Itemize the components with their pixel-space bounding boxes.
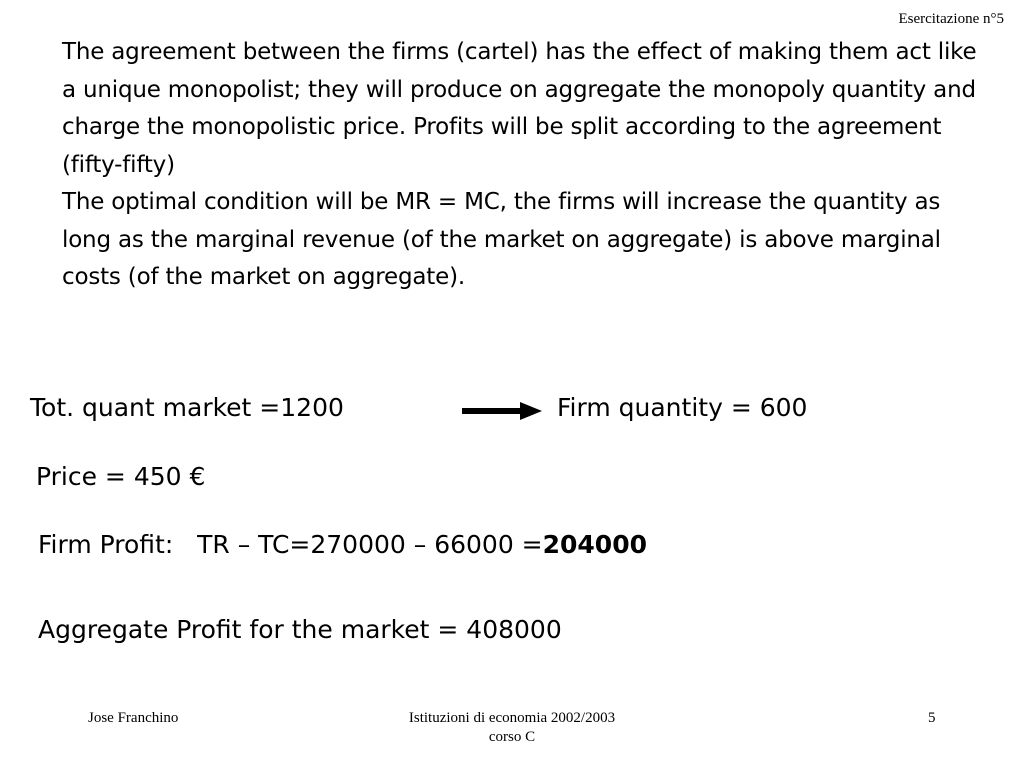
main-text <box>62 34 992 297</box>
price-text: Price = 450 € <box>36 462 206 491</box>
firm-profit-line <box>38 530 647 559</box>
aggregate-profit-text: Aggregate Profit for the market = 408000 <box>38 615 562 644</box>
footer-page-number: 5 <box>928 710 936 726</box>
footer-course-title: Istituzioni di economia 2002/2003 <box>408 710 616 726</box>
firm-profit-value: 204000 <box>542 530 647 559</box>
total-quantity-text: Tot. quant market =1200 <box>30 393 344 422</box>
firm-quantity-text: Firm quantity = 600 <box>557 393 808 422</box>
right-arrow-icon <box>462 399 542 423</box>
footer-course <box>312 709 712 747</box>
paragraph-optimal-condition: The optimal condition will be MR = MC, the firms will increase the quantity as long as the marginal revenue (of the market on aggregate) is above marginal costs (of the market on aggregate). <box>62 189 941 290</box>
firm-profit-label: Firm Profit: <box>38 530 174 559</box>
slide-header: Esercitazione n°5 <box>898 11 1004 27</box>
footer-author: Jose Franchino <box>88 710 179 726</box>
footer-course-section: corso C <box>488 729 536 745</box>
firm-profit-formula: TR – TC=270000 – 66000 = <box>197 530 543 559</box>
paragraph-cartel: The agreement between the firms (cartel) has the effect of making them act like a unique monopolist; they will produce on aggregate the monopoly quantity and charge the monopolistic price. Profits will be split according to the agreement (fifty-fifty) <box>62 39 977 178</box>
